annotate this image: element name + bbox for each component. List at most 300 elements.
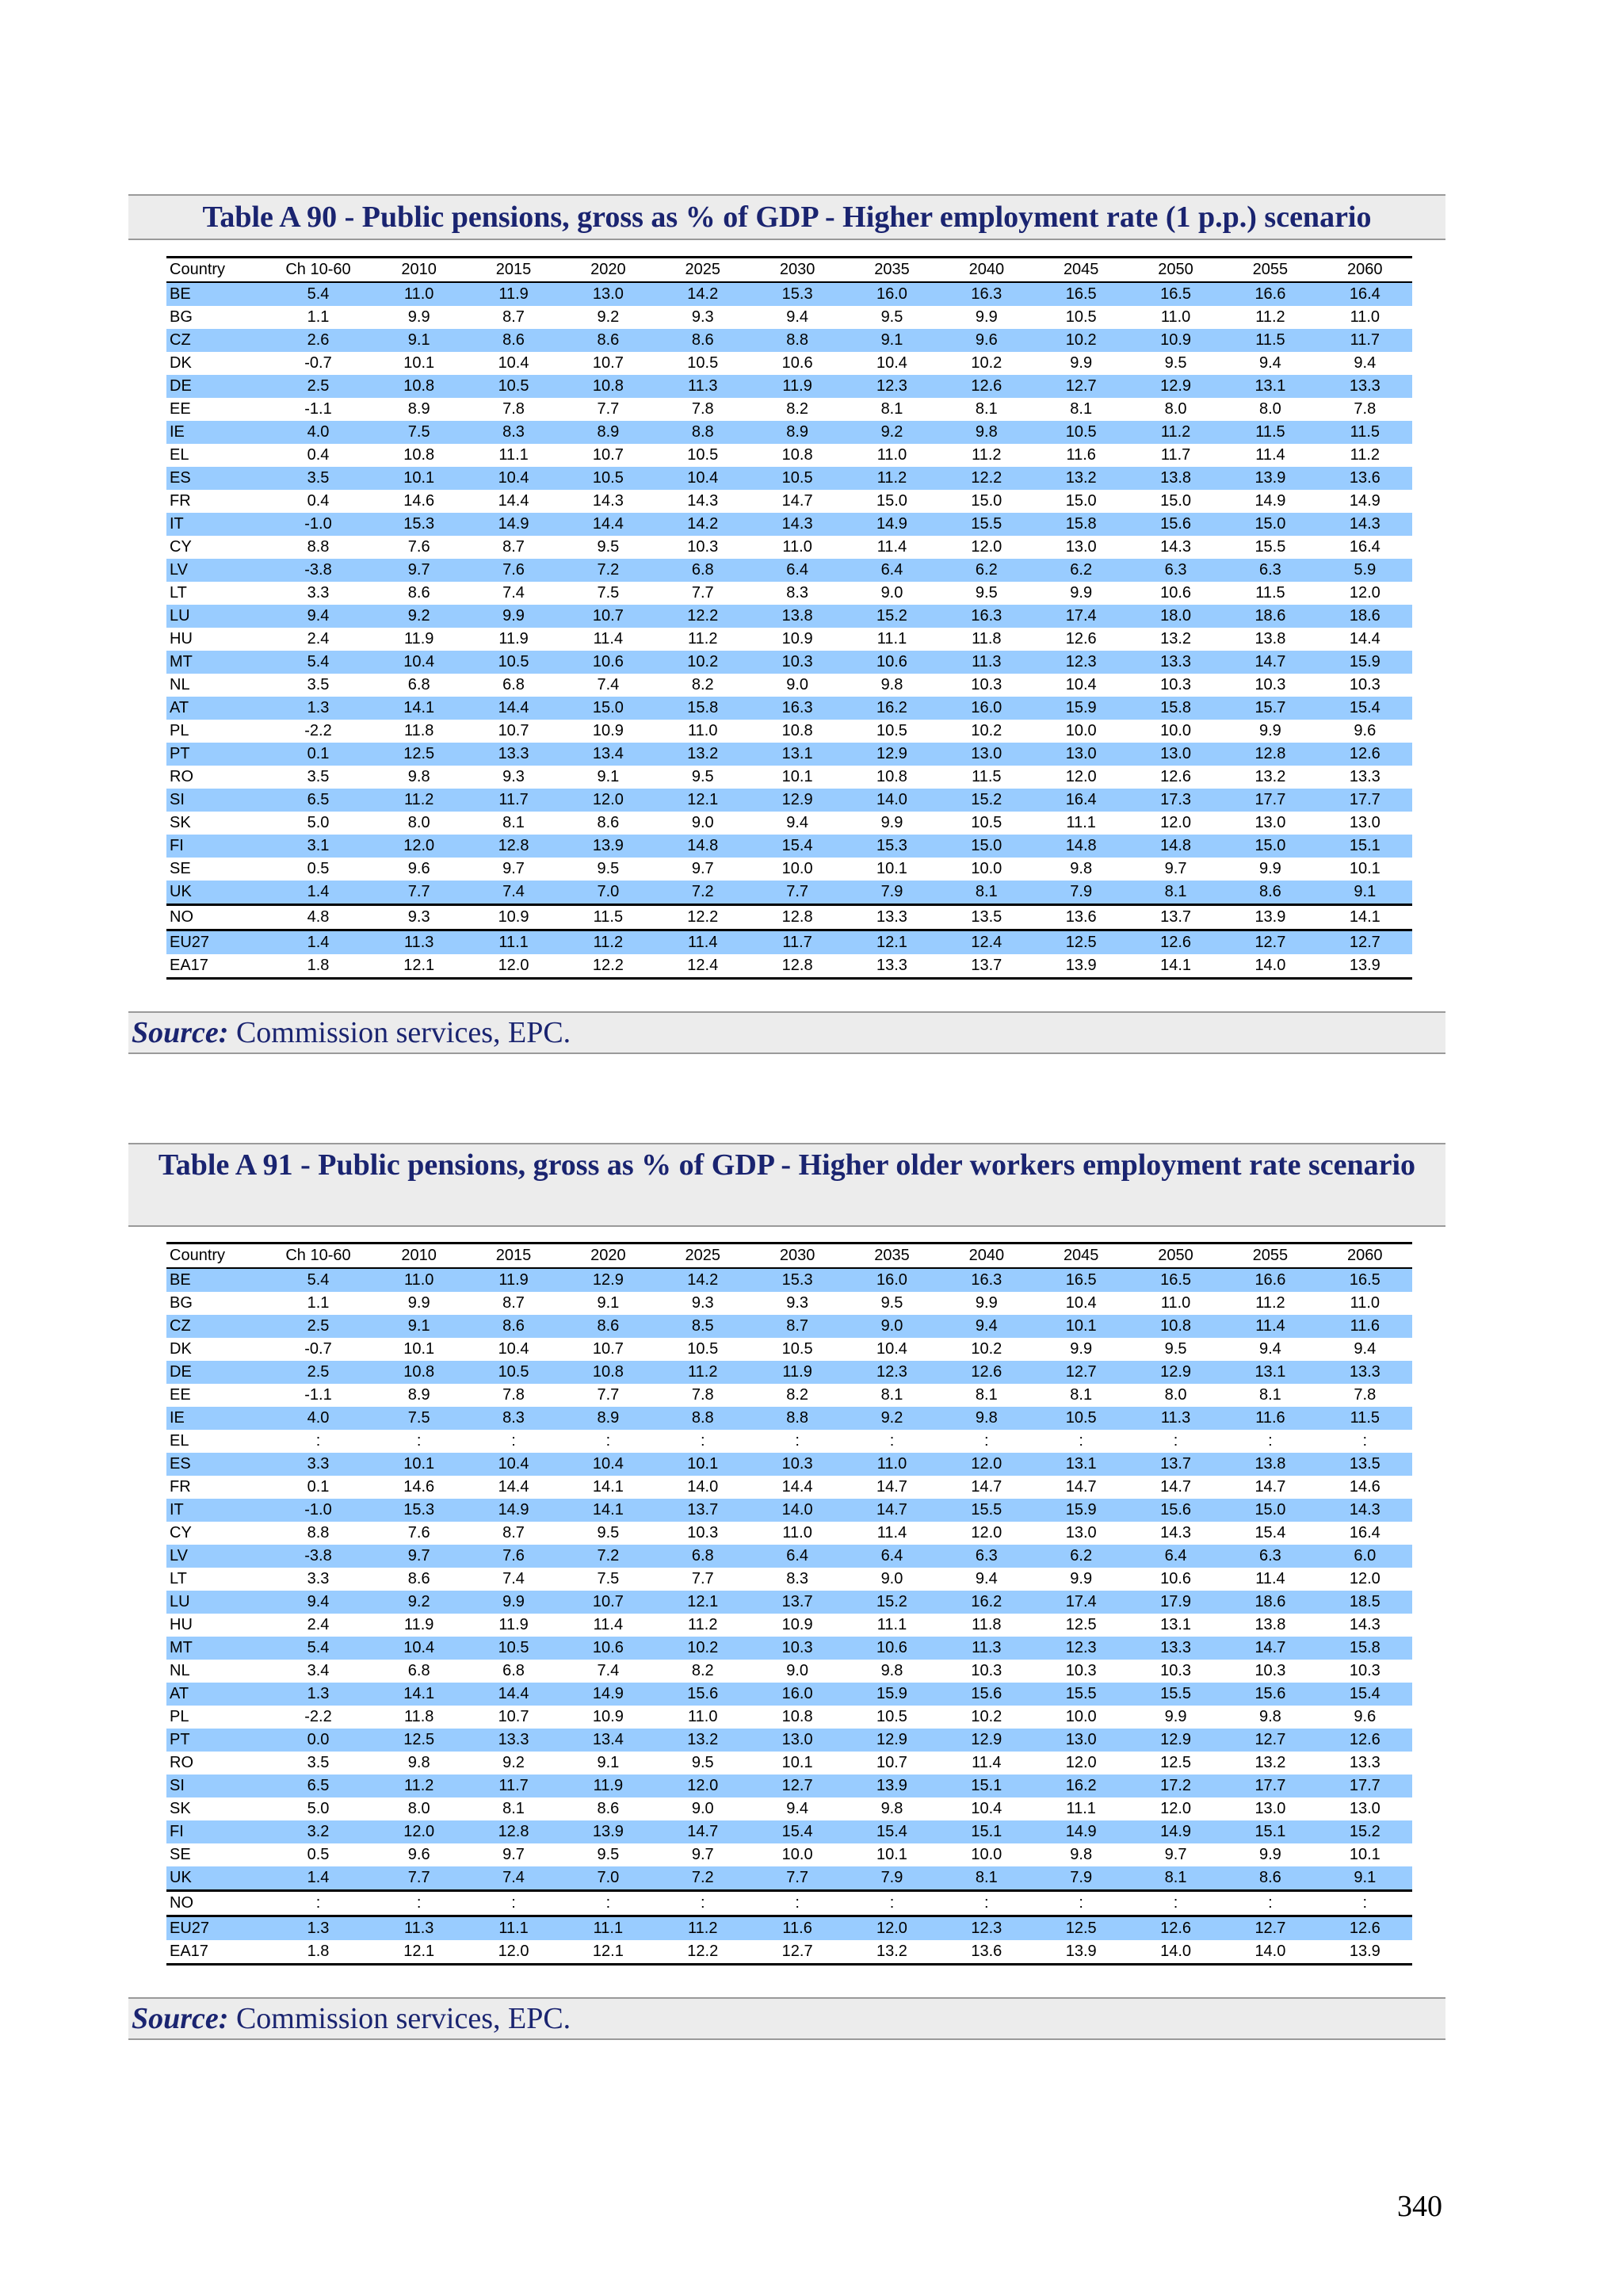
value-cell: : <box>605 1894 611 1912</box>
value-cell: 12.7 <box>1065 1363 1097 1381</box>
value-cell: 12.5 <box>403 1731 435 1748</box>
value-cell: 12.7 <box>1349 934 1381 951</box>
value-cell: 8.3 <box>786 584 809 602</box>
value-cell: 7.4 <box>597 1662 620 1679</box>
value-cell: 14.2 <box>687 285 719 303</box>
value-cell: 9.4 <box>975 1570 998 1587</box>
value-cell: : <box>1362 1894 1368 1912</box>
value-cell: -2.2 <box>304 722 332 739</box>
value-cell: 8.6 <box>597 331 620 349</box>
table-row <box>166 1499 1412 1522</box>
value-cell: 1.3 <box>307 699 330 716</box>
value-cell: 9.9 <box>1070 1340 1093 1358</box>
value-cell: 13.8 <box>1254 1616 1286 1633</box>
value-cell: 0.0 <box>307 1731 330 1748</box>
value-cell: 7.8 <box>691 1386 714 1404</box>
value-cell: 10.1 <box>876 860 907 877</box>
value-cell: 12.6 <box>1349 745 1381 762</box>
country-cell: HU <box>170 1616 193 1633</box>
value-cell: 10.1 <box>687 1455 719 1473</box>
value-cell: : <box>511 1894 516 1912</box>
value-cell: 9.5 <box>880 308 903 326</box>
value-cell: 10.3 <box>971 676 1002 693</box>
value-cell: 13.3 <box>876 908 907 926</box>
value-cell: 9.9 <box>502 607 525 625</box>
value-cell: 16.4 <box>1065 791 1097 808</box>
value-cell: 6.4 <box>880 561 903 579</box>
value-cell: 12.7 <box>1065 377 1097 395</box>
value-cell: 14.9 <box>1065 1823 1097 1840</box>
value-cell: 10.4 <box>498 1455 529 1473</box>
country-cell: CY <box>170 538 192 556</box>
value-cell: 9.7 <box>691 860 714 877</box>
value-cell: 13.3 <box>1160 653 1192 670</box>
country-cell: ES <box>170 469 191 487</box>
value-cell: 14.3 <box>687 492 719 510</box>
value-cell: 13.7 <box>687 1501 719 1519</box>
value-cell: 16.0 <box>781 1685 813 1702</box>
value-cell: 9.2 <box>407 607 430 625</box>
country-cell: IE <box>170 423 185 441</box>
value-cell: 8.6 <box>691 331 714 349</box>
value-cell: -2.2 <box>304 1708 332 1725</box>
value-cell: 8.6 <box>1259 1869 1281 1886</box>
value-cell: 14.9 <box>498 1501 529 1519</box>
country-cell: LV <box>170 1547 188 1564</box>
country-cell: LU <box>170 1593 190 1610</box>
value-cell: 12.0 <box>498 957 529 974</box>
value-cell: 11.7 <box>498 791 529 808</box>
country-cell: BE <box>170 285 191 303</box>
value-cell: : <box>605 1432 611 1450</box>
value-cell: 14.9 <box>1160 1823 1192 1840</box>
value-cell: 6.8 <box>502 676 525 693</box>
value-cell: 12.7 <box>781 1777 813 1794</box>
value-cell: 11.7 <box>1160 446 1191 464</box>
value-cell: 13.6 <box>1065 908 1097 926</box>
value-cell: 9.3 <box>691 1294 714 1312</box>
value-cell: 7.7 <box>597 400 620 418</box>
value-cell: 10.8 <box>876 768 907 785</box>
value-cell: 10.4 <box>876 354 907 372</box>
country-cell: BG <box>170 308 193 326</box>
value-cell: 7.6 <box>502 1547 525 1564</box>
value-cell: 8.1 <box>880 400 903 418</box>
value-cell: 18.6 <box>1349 607 1381 625</box>
value-cell: 11.1 <box>1066 814 1096 831</box>
value-cell: 10.8 <box>781 446 813 464</box>
value-cell: 11.4 <box>876 538 907 556</box>
value-cell: 13.0 <box>1254 1800 1286 1817</box>
value-cell: 11.9 <box>403 630 434 648</box>
value-cell: 15.5 <box>971 515 1002 533</box>
value-cell: 10.6 <box>876 653 907 670</box>
value-cell: 10.3 <box>1349 676 1381 693</box>
value-cell: 15.9 <box>1065 1501 1097 1519</box>
value-cell: : <box>984 1432 989 1450</box>
value-cell: 8.8 <box>786 1409 809 1427</box>
value-cell: 6.0 <box>1354 1547 1377 1564</box>
value-cell: 0.5 <box>307 1846 330 1863</box>
value-cell: 13.8 <box>1254 1455 1286 1473</box>
table-row <box>166 651 1412 674</box>
country-cell: DK <box>170 354 192 372</box>
table-row <box>166 1843 1412 1866</box>
value-cell: 7.7 <box>691 1570 714 1587</box>
value-cell: 11.9 <box>498 1271 529 1289</box>
value-cell: 15.4 <box>1349 1685 1381 1702</box>
value-cell: 9.6 <box>975 331 998 349</box>
value-cell: 9.7 <box>691 1846 714 1863</box>
country-cell: BE <box>170 1271 191 1289</box>
table-row <box>166 858 1412 881</box>
value-cell: 11.8 <box>972 630 1002 648</box>
column-header: 2010 <box>401 261 437 278</box>
value-cell: 16.2 <box>1065 1777 1097 1794</box>
value-cell: 8.9 <box>786 423 809 441</box>
value-cell: 10.5 <box>781 469 813 487</box>
value-cell: 1.3 <box>307 1920 330 1937</box>
country-cell: LT <box>170 584 187 602</box>
value-cell: 11.4 <box>972 1754 1002 1771</box>
value-cell: 1.4 <box>307 1869 330 1886</box>
value-cell: 8.7 <box>786 1317 809 1335</box>
value-cell: 10.3 <box>1349 1662 1381 1679</box>
table-row <box>166 605 1412 628</box>
value-cell: 10.7 <box>498 722 529 739</box>
value-cell: 9.4 <box>1259 1340 1281 1358</box>
value-cell: 10.5 <box>876 722 907 739</box>
value-cell: 12.5 <box>403 745 435 762</box>
table-row <box>166 1338 1412 1361</box>
source-label: Source: <box>132 1016 229 1049</box>
column-header: Country <box>170 1247 226 1264</box>
table-row <box>166 1361 1412 1384</box>
value-cell: : <box>795 1894 800 1912</box>
value-cell: 9.8 <box>880 676 903 693</box>
value-cell: 11.0 <box>1160 308 1191 326</box>
country-cell: EA17 <box>170 1943 208 1960</box>
table-a91-caption <box>128 1143 1445 1227</box>
value-cell: 17.7 <box>1349 1777 1381 1794</box>
value-cell: 0.1 <box>307 745 330 762</box>
value-cell: 7.7 <box>407 1869 430 1886</box>
value-cell: 13.2 <box>687 1731 719 1748</box>
value-cell: 12.9 <box>876 745 907 762</box>
value-cell: : <box>315 1894 321 1912</box>
value-cell: 9.5 <box>975 584 998 602</box>
value-cell: 8.2 <box>786 1386 809 1404</box>
value-cell: : <box>511 1432 516 1450</box>
value-cell: 10.3 <box>1160 676 1192 693</box>
value-cell: 8.6 <box>407 584 430 602</box>
value-cell: 7.9 <box>880 1869 903 1886</box>
value-cell: 10.4 <box>971 1800 1002 1817</box>
table-row <box>166 1545 1412 1568</box>
value-cell: 13.0 <box>1254 814 1286 831</box>
value-cell: 12.6 <box>1160 1920 1192 1937</box>
value-cell: 6.4 <box>1164 1547 1187 1564</box>
value-cell: 11.0 <box>1350 308 1381 326</box>
column-header: 2020 <box>590 261 626 278</box>
value-cell: 0.4 <box>307 446 330 464</box>
value-cell: 9.5 <box>597 538 620 556</box>
value-cell: 12.6 <box>1160 768 1192 785</box>
value-cell: 11.0 <box>688 722 718 739</box>
value-cell: 2.5 <box>307 377 330 395</box>
value-cell: 11.7 <box>498 1777 529 1794</box>
value-cell: 10.6 <box>1160 1570 1192 1587</box>
value-cell: 5.9 <box>1354 561 1377 579</box>
value-cell: 8.6 <box>597 1317 620 1335</box>
value-cell: 3.5 <box>307 676 330 693</box>
table-row <box>166 536 1412 559</box>
value-cell: 9.9 <box>407 308 430 326</box>
country-cell: LT <box>170 1570 187 1587</box>
value-cell: 15.4 <box>781 837 813 854</box>
value-cell: 10.5 <box>1065 423 1097 441</box>
value-cell: 11.4 <box>1255 1570 1285 1587</box>
value-cell: 9.5 <box>1164 1340 1187 1358</box>
value-cell: 10.5 <box>592 469 624 487</box>
value-cell: 10.2 <box>971 722 1002 739</box>
value-cell: 11.5 <box>1350 1409 1381 1427</box>
value-cell: 7.5 <box>597 584 620 602</box>
value-cell: 9.6 <box>407 1846 430 1863</box>
column-header: 2030 <box>779 261 815 278</box>
value-cell: 16.0 <box>876 1271 907 1289</box>
table-row <box>166 1315 1412 1338</box>
value-cell: 9.2 <box>880 1409 903 1427</box>
value-cell: 10.9 <box>592 722 624 739</box>
value-cell: 11.0 <box>782 1524 812 1541</box>
country-cell: IT <box>170 515 184 533</box>
value-cell: 9.8 <box>407 768 430 785</box>
value-cell: 14.7 <box>971 1478 1002 1496</box>
table-row <box>166 513 1412 536</box>
value-cell: 13.2 <box>1254 768 1286 785</box>
value-cell: : <box>1268 1432 1273 1450</box>
value-cell: : <box>1173 1894 1178 1912</box>
value-cell: 17.7 <box>1254 791 1286 808</box>
table-row <box>166 1752 1412 1775</box>
value-cell: 12.3 <box>1065 653 1097 670</box>
value-cell: 8.8 <box>691 423 714 441</box>
value-cell: 13.3 <box>1349 1754 1381 1771</box>
value-cell: 8.1 <box>502 1800 525 1817</box>
value-cell: 1.4 <box>307 934 330 951</box>
value-cell: 16.5 <box>1065 285 1097 303</box>
value-cell: 7.7 <box>691 584 714 602</box>
value-cell: 14.0 <box>687 1478 719 1496</box>
value-cell: 7.8 <box>1354 400 1377 418</box>
value-cell: 10.7 <box>592 1340 624 1358</box>
value-cell: 13.5 <box>1349 1455 1381 1473</box>
value-cell: 15.9 <box>1349 653 1381 670</box>
value-cell: 7.4 <box>502 1570 525 1587</box>
value-cell: 12.3 <box>971 1920 1002 1937</box>
value-cell: 12.9 <box>1160 1731 1192 1748</box>
value-cell: 11.2 <box>688 1920 718 1937</box>
value-cell: 8.8 <box>307 1524 330 1541</box>
value-cell: 5.0 <box>307 1800 330 1817</box>
value-cell: 13.9 <box>1254 908 1286 926</box>
value-cell: 15.5 <box>1254 538 1286 556</box>
value-cell: 8.9 <box>407 1386 430 1404</box>
value-cell: 15.8 <box>687 699 719 716</box>
value-cell: 7.9 <box>1070 1869 1093 1886</box>
value-cell: 12.5 <box>1065 1616 1097 1633</box>
value-cell: 9.1 <box>1354 883 1377 900</box>
value-cell: 13.2 <box>1254 1754 1286 1771</box>
value-cell: 0.5 <box>307 860 330 877</box>
value-cell: 8.1 <box>975 1869 998 1886</box>
value-cell: 13.8 <box>1160 469 1192 487</box>
value-cell: 10.7 <box>592 446 624 464</box>
value-cell: 16.2 <box>876 699 907 716</box>
value-cell: 14.7 <box>1254 1478 1286 1496</box>
value-cell: 17.7 <box>1254 1777 1286 1794</box>
table-header-row <box>166 1244 1412 1269</box>
value-cell: 12.9 <box>781 791 813 808</box>
table-row <box>166 766 1412 789</box>
value-cell: 11.0 <box>876 1455 907 1473</box>
value-cell: 10.4 <box>403 653 435 670</box>
table-a91-source <box>128 1997 1445 2040</box>
value-cell: 12.3 <box>876 1363 907 1381</box>
table-row <box>166 1614 1412 1637</box>
value-cell: 14.8 <box>1160 837 1192 854</box>
value-cell: 12.1 <box>403 957 435 974</box>
value-cell: 12.9 <box>876 1731 907 1748</box>
country-cell: BG <box>170 1294 193 1312</box>
value-cell: 15.0 <box>1160 492 1192 510</box>
value-cell: 8.9 <box>597 423 620 441</box>
value-cell: 11.4 <box>593 1616 624 1633</box>
value-cell: 12.0 <box>403 1823 435 1840</box>
value-cell: 7.6 <box>407 538 430 556</box>
value-cell: 10.3 <box>781 1639 813 1656</box>
country-cell: RO <box>170 1754 193 1771</box>
country-cell: NL <box>170 676 190 693</box>
value-cell: 13.3 <box>1349 1363 1381 1381</box>
value-cell: 15.1 <box>971 1823 1002 1840</box>
country-cell: SE <box>170 860 191 877</box>
table-row <box>166 1683 1412 1706</box>
value-cell: 15.9 <box>876 1685 907 1702</box>
value-cell: 9.1 <box>597 768 620 785</box>
value-cell: 14.6 <box>403 1478 435 1496</box>
value-cell: -3.8 <box>304 561 332 579</box>
country-cell: NL <box>170 1662 190 1679</box>
value-cell: 15.6 <box>1254 1685 1286 1702</box>
value-cell: 10.7 <box>876 1754 907 1771</box>
value-cell: 10.8 <box>403 377 435 395</box>
value-cell: 14.1 <box>1160 957 1192 974</box>
value-cell: 16.0 <box>876 285 907 303</box>
value-cell: 7.5 <box>597 1570 620 1587</box>
value-cell: 13.4 <box>592 745 624 762</box>
value-cell: 16.5 <box>1160 1271 1192 1289</box>
table-row <box>166 1407 1412 1430</box>
column-header: 2020 <box>590 1247 626 1264</box>
value-cell: 13.2 <box>1160 630 1192 648</box>
country-cell: CZ <box>170 1317 191 1335</box>
value-cell: 13.0 <box>1065 1731 1097 1748</box>
value-cell: 13.9 <box>592 837 624 854</box>
value-cell: 10.5 <box>687 1340 719 1358</box>
value-cell: 7.6 <box>502 561 525 579</box>
value-cell: 3.3 <box>307 1455 330 1473</box>
country-cell: EU27 <box>170 934 210 951</box>
value-cell: 7.2 <box>691 1869 714 1886</box>
value-cell: 9.6 <box>407 860 430 877</box>
value-cell: 9.0 <box>691 814 714 831</box>
value-cell: 11.9 <box>498 630 529 648</box>
value-cell: 7.2 <box>691 883 714 900</box>
value-cell: 6.3 <box>975 1547 998 1564</box>
table-row <box>166 1476 1412 1499</box>
value-cell: 11.2 <box>593 934 624 951</box>
value-cell: 9.4 <box>1354 354 1377 372</box>
value-cell: 13.9 <box>1349 957 1381 974</box>
value-cell: 12.9 <box>1160 377 1192 395</box>
value-cell: 7.4 <box>502 1869 525 1886</box>
value-cell: 3.3 <box>307 584 330 602</box>
value-cell: 8.0 <box>407 1800 430 1817</box>
value-cell: 11.4 <box>876 1524 907 1541</box>
value-cell: 9.0 <box>880 1570 903 1587</box>
value-cell: 11.5 <box>972 768 1002 785</box>
table-row <box>166 1637 1412 1660</box>
value-cell: 8.3 <box>786 1570 809 1587</box>
value-cell: -0.7 <box>304 354 332 372</box>
value-cell: 9.5 <box>691 768 714 785</box>
value-cell: 12.5 <box>1065 934 1097 951</box>
table-row <box>166 1797 1412 1820</box>
value-cell: 10.7 <box>592 1593 624 1610</box>
value-cell: 14.4 <box>498 492 529 510</box>
source-text: Commission services, EPC. <box>228 2002 571 2035</box>
value-cell: 12.1 <box>592 1943 624 1960</box>
value-cell: 13.3 <box>498 745 529 762</box>
value-cell: 11.9 <box>782 1363 812 1381</box>
value-cell: 15.0 <box>1254 1501 1286 1519</box>
value-cell: 12.4 <box>971 934 1002 951</box>
value-cell: 12.6 <box>971 1363 1002 1381</box>
value-cell: 6.4 <box>786 561 809 579</box>
value-cell: 10.2 <box>687 1639 719 1656</box>
value-cell: 9.7 <box>1164 860 1187 877</box>
value-cell: 14.9 <box>1349 492 1381 510</box>
value-cell: 11.3 <box>972 1639 1002 1656</box>
value-cell: 8.6 <box>597 814 620 831</box>
country-cell: PL <box>170 1708 189 1725</box>
value-cell: 16.3 <box>971 285 1002 303</box>
value-cell: 11.2 <box>876 469 907 487</box>
column-header: 2060 <box>1347 1247 1383 1264</box>
country-cell: EE <box>170 400 191 418</box>
value-cell: 13.3 <box>876 957 907 974</box>
value-cell: 2.5 <box>307 1363 330 1381</box>
column-header: 2050 <box>1158 1247 1193 1264</box>
country-cell: EU27 <box>170 1920 210 1937</box>
country-cell: DE <box>170 1363 192 1381</box>
value-cell: 15.6 <box>971 1685 1002 1702</box>
value-cell: 11.0 <box>403 1271 434 1289</box>
value-cell: 17.2 <box>1160 1777 1192 1794</box>
value-cell: 14.7 <box>1065 1478 1097 1496</box>
